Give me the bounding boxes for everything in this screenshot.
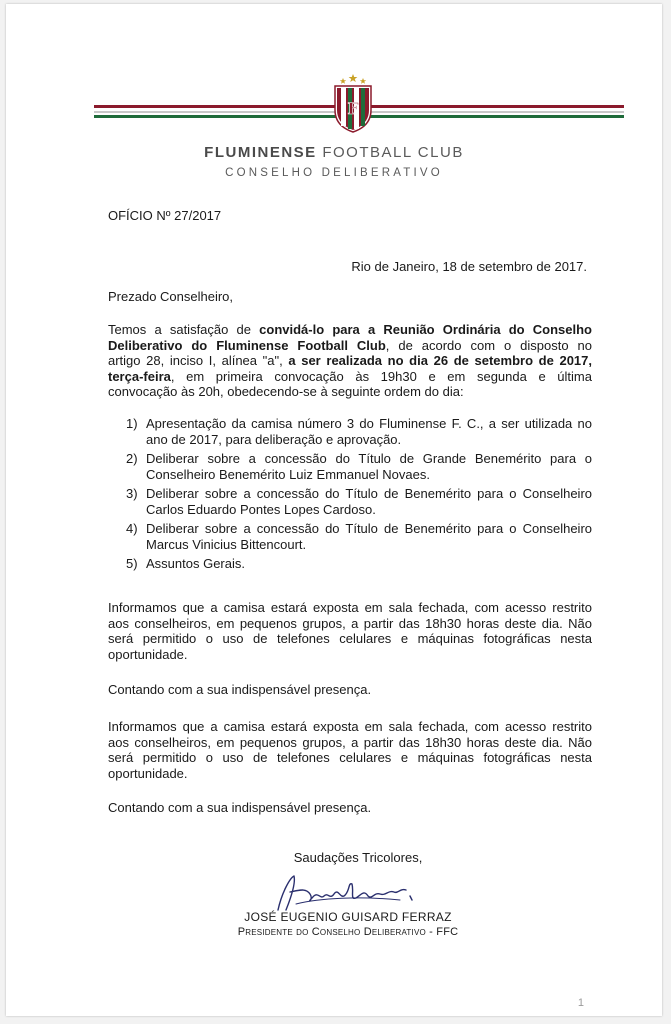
fluminense-crest-icon <box>332 72 374 134</box>
agenda-item-line: Conselheiro Benemérito Luiz Emmanuel Novaes. <box>146 466 430 482</box>
intro-bold: a ser realizada no dia 26 de setembro de 2017, <box>288 353 592 368</box>
agenda-item-line: Deliberar sobre a concessão do Título de Benemérito para o Conselheiro <box>146 486 592 501</box>
document-page <box>6 4 662 1016</box>
agenda-item-line: Carlos Eduardo Pontes Lopes Cardoso. <box>146 501 376 517</box>
info-line: Informamos que a camisa estará exposta em sala fechada, com acesso restrito <box>108 719 592 734</box>
agenda-item-number: 2) <box>126 451 138 466</box>
info-line: será permitido o uso de telefones celulares e máquinas fotográficas nesta <box>108 631 592 646</box>
document-reference: OFÍCIO Nº 27/2017 <box>108 208 222 223</box>
intro-text: convocação às 20h, obedecendo-se à seguinte ordem do dia: <box>108 384 464 399</box>
agenda-item-line: Deliberar sobre a concessão do Título de Grande Benemérito para o <box>146 451 592 466</box>
signer-name: JOSÉ EUGENIO GUISARD FERRAZ <box>244 910 452 924</box>
agenda-item <box>126 416 592 447</box>
agenda-list <box>126 416 592 576</box>
info-line: oportunidade. <box>108 646 188 662</box>
club-name-bold: FLUMINENSE <box>204 144 317 161</box>
signer-role: Presidente do Conselho Deliberativo - FFC <box>237 926 459 938</box>
salutation: Prezado Conselheiro, <box>108 289 234 304</box>
info-line: oportunidade. <box>108 765 188 781</box>
agenda-item-line: ano de 2017, para deliberação e aprovação. <box>146 431 402 447</box>
info-line: será permitido o uso de telefones celulares e máquinas fotográficas nesta <box>108 750 592 765</box>
agenda-item <box>126 451 592 482</box>
info-paragraph-2 <box>108 719 592 781</box>
intro-text: , em primeira convocação às 19h30 e em segunda e última <box>170 368 592 384</box>
agenda-item-number: 1) <box>126 416 138 431</box>
info-line: aos conselheiros, em pequenos grupos, a partir das 18h30 horas deste dia. Não <box>108 734 592 750</box>
agenda-item <box>126 556 592 572</box>
club-name <box>6 144 662 161</box>
agenda-item <box>126 486 592 517</box>
info-line: aos conselheiros, em pequenos grupos, a partir das 18h30 horas deste dia. Não <box>108 615 592 631</box>
page-number: 1 <box>577 997 584 1009</box>
council-name: CONSELHO DELIBERATIVO <box>225 167 443 179</box>
agenda-item <box>126 521 592 552</box>
agenda-item-line: Deliberar sobre a concessão do Título de Benemérito para o Conselheiro <box>146 521 592 536</box>
closing-greeting: Saudações Tricolores, <box>293 850 423 865</box>
agenda-item-line: Assuntos Gerais. <box>146 556 245 571</box>
intro-bold: Deliberativo do Fluminense Football Club <box>108 337 386 353</box>
intro-text: , de acordo com o disposto no <box>385 337 592 353</box>
agenda-item-number: 5) <box>126 556 138 571</box>
intro-bold: terça-feira <box>108 368 171 384</box>
document-date: Rio de Janeiro, 18 de setembro de 2017. <box>351 259 587 274</box>
agenda-item-line: Marcus Vinicius Bittencourt. <box>146 536 307 552</box>
intro-text: artigo 28, inciso I, alínea "a", <box>108 353 289 368</box>
intro-paragraph <box>108 322 592 400</box>
agenda-item-number: 3) <box>126 486 138 501</box>
intro-text: Temos a satisfação de <box>108 322 260 337</box>
info-paragraph-1 <box>108 600 592 662</box>
agenda-item-number: 4) <box>126 521 138 536</box>
svg-text:F: F <box>347 99 359 118</box>
club-name-rest: FOOTBALL CLUB <box>322 144 464 161</box>
intro-bold: convidá-lo para a Reunião Ordinária do Conselho <box>259 322 592 337</box>
agenda-item-line: Apresentação da camisa número 3 do Fluminense F. C., a ser utilizada no <box>146 416 592 431</box>
presence-line-2: Contando com a sua indispensável presença. <box>108 800 372 815</box>
presence-line-1: Contando com a sua indispensável presença. <box>108 682 372 697</box>
info-line: Informamos que a camisa estará exposta em sala fechada, com acesso restrito <box>108 600 592 615</box>
